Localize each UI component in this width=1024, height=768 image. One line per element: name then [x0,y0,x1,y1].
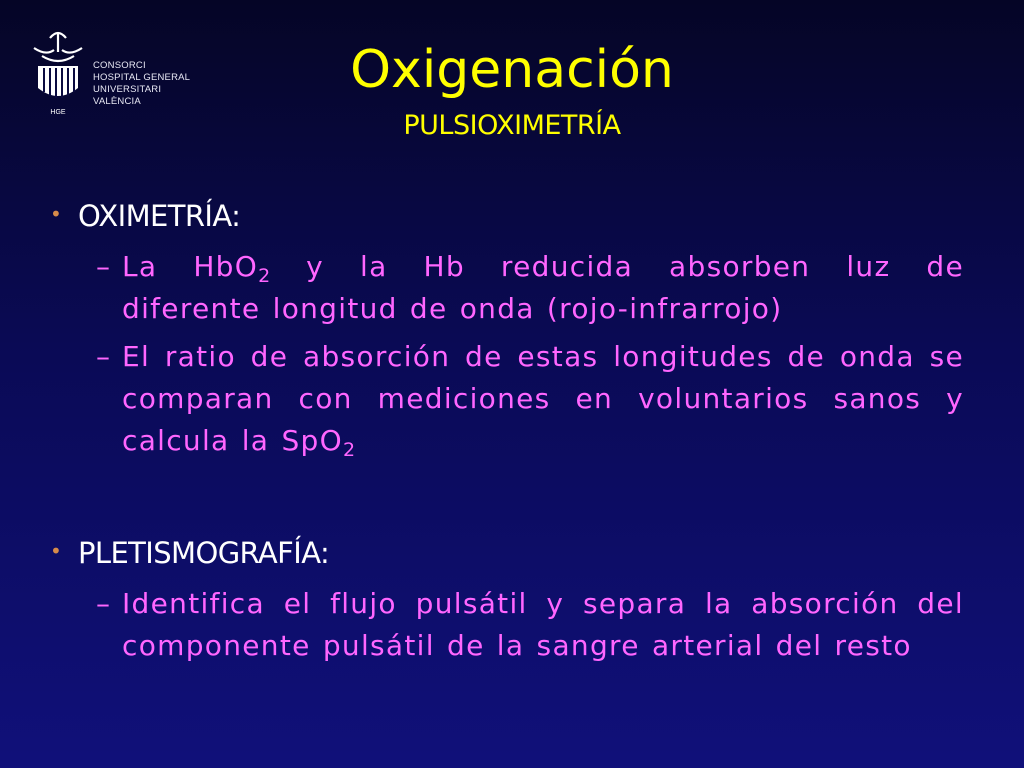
sub-item-text: Identifica el flujo pulsátil y separa la absorción del componente pulsátil de la sangre arterial del resto [122,587,964,662]
logo-line: CONSORCI [93,60,146,71]
sub-item-ratio [96,336,964,462]
bullet-label: OXIMETRÍA: [78,199,241,233]
logo-line: HOSPITAL GENERAL [93,72,191,83]
sub-item-text: El ratio de absorción de estas longitudes de onda se comparan con mediciones en voluntarios sanos y calcula la SpO$_2$ [122,340,964,461]
dash-icon: – [96,250,110,283]
logo-line: UNIVERSITARI [93,84,162,95]
sub-item-line: La HbO$_2$ y la Hb reducida absorben luz de [122,250,965,287]
logo-line: VALÈNCIA [93,96,141,107]
bullet-dot-icon: • [50,202,62,226]
sub-item-pulsatile [96,583,964,667]
sub-item-line: diferente longitud de onda (rojo-infrarrojo) [122,292,783,325]
sub-item-absorption [96,246,964,330]
slide-title: Oxigenación [350,40,674,100]
dash-icon: – [96,587,110,620]
bullet-label: PLETISMOGRAFÍA: [78,536,330,570]
logo-initials: HGE [50,109,66,116]
slide-subtitle: PULSIOXIMETRÍA [403,110,621,141]
dash-icon: – [96,340,110,373]
bullet-dot-icon: • [50,539,62,563]
